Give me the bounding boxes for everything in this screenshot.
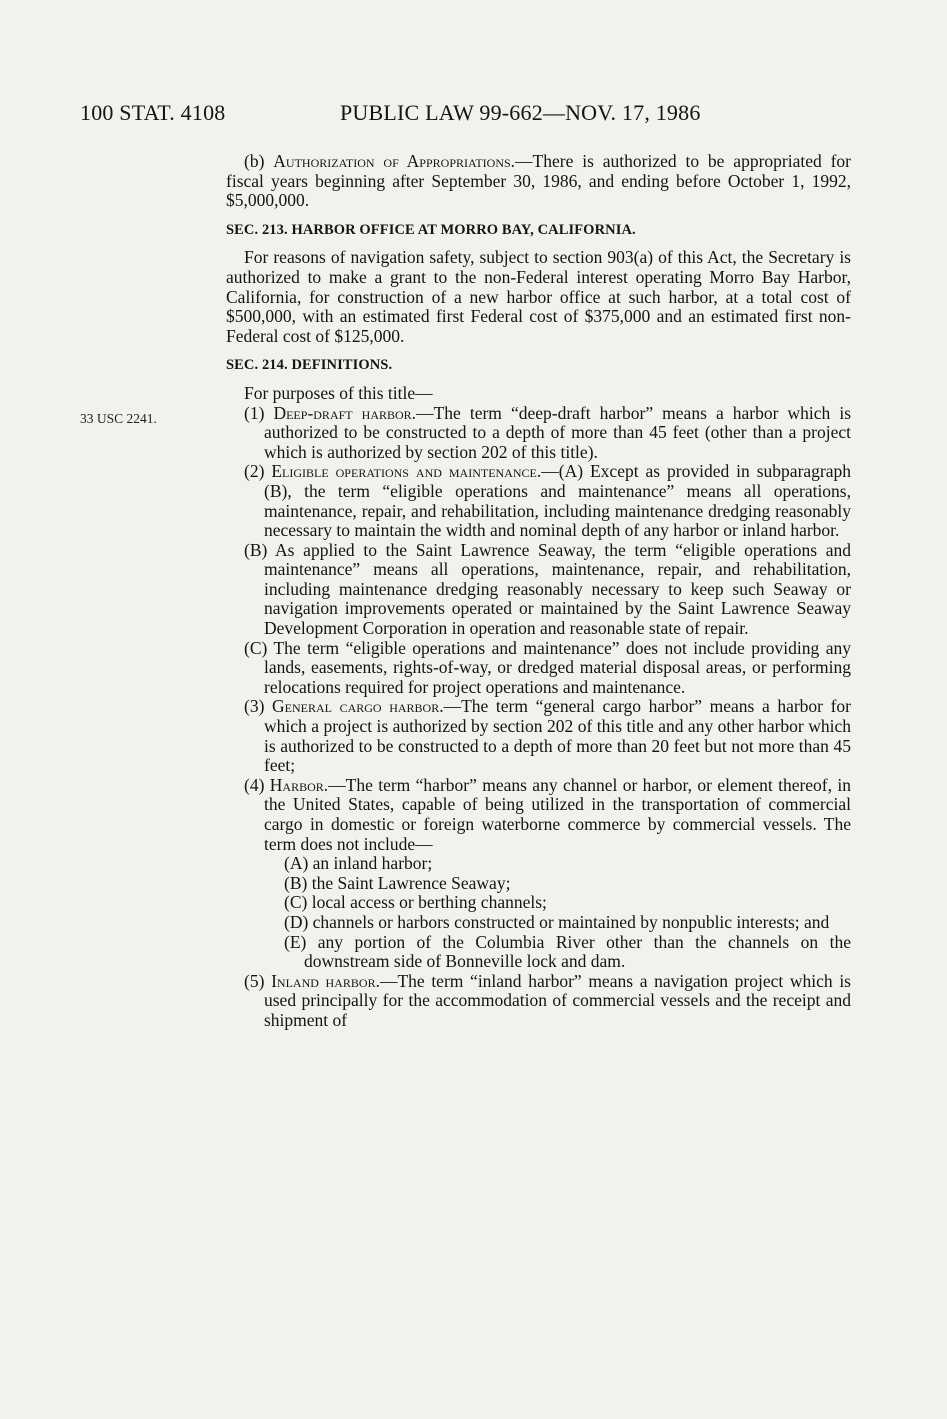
- definition-4c: (C) local access or berthing channels;: [284, 892, 547, 913]
- definition-2-heading: Eligible operations and maintenance.: [271, 461, 542, 482]
- definition-4-heading: Harbor.: [269, 774, 329, 795]
- definition-4: (4) Harbor.—The term “harbor” means any channel or harbor, or element thereof, in the United States, capable of being utilized in the transportation of commercial cargo in domestic or foreign waterborne commerce by commercial vessels. The term does not include—: [244, 774, 851, 854]
- definition-2b: (B) As applied to the Saint Lawrence Seaway, the term “eligible operations and maintenance” means all operations, maintenance, repair, and rehabilitation, including maintenance dredging reasonably necessary to keep such Seaway or navigation improvements operated or maintained by the Saint Lawrence Seaway Development Corporation in operation and reasonable state of repair.: [244, 539, 851, 639]
- definition-1: (1) Deep-draft harbor.—The term “deep-draft harbor” means a harbor which is authorized to be constructed to a depth of more than 45 feet (other than a project which is authorized by section 202 of this title).: [244, 402, 852, 462]
- definition-3: (3) General cargo harbor.—The term “general cargo harbor” means a harbor for which a project is authorized by section 202 of this title and any other harbor which is authorized to be constructed to a depth of more than 20 feet but not more than 45 feet;: [244, 696, 852, 776]
- section-213-heading: SEC. 213. HARBOR OFFICE AT MORRO BAY, CALIFORNIA.: [226, 221, 636, 238]
- document-body: [226, 152, 851, 1031]
- margin-citation: 33 USC 2241.: [80, 411, 157, 426]
- para-b: (b) Authorization of Appropriations.—There is authorized to be appropriated for fiscal years beginning after September 30, 1986, and ending before October 1, 1992, $5,000,000.: [226, 151, 852, 211]
- definition-5-heading: Inland harbor.: [271, 970, 380, 991]
- definition-4a: (A) an inland harbor;: [284, 853, 433, 874]
- page-law-title: PUBLIC LAW 99-662—NOV. 17, 1986: [340, 100, 701, 125]
- definition-4b: (B) the Saint Lawrence Seaway;: [284, 872, 511, 893]
- definition-5: (5) Inland harbor.—The term “inland harbor” means a navigation project which is used principally for the accommodation of commercial vessels and the receipt and shipment of: [244, 970, 851, 1030]
- definition-2c: (C) The term “eligible operations and maintenance” does not include providing any lands, easements, rights-of-way, or dredged material disposal areas, or performing relocations required for project operations and maintenance.: [244, 637, 851, 697]
- definitions-intro: For purposes of this title—: [244, 382, 433, 403]
- section-213-text: For reasons of navigation safety, subject to section 903(a) of this Act, the Secretary is authorized to make a grant to the non-Federal interest operating Morro Bay Harbor, California, for construction of a new harbor office at such harbor, at a total cost of $500,000, with an estimated first Federal cost of $375,000 and an estimated first non-Federal cost of $125,000.: [226, 247, 851, 346]
- definition-4e: (E) any portion of the Columbia River other than the channels on the downstream side of Bonneville lock and dam.: [284, 931, 851, 972]
- section-214-heading: SEC. 214. DEFINITIONS.: [226, 357, 393, 374]
- definition-4d: (D) channels or harbors constructed or maintained by nonpublic interests; and: [284, 911, 830, 932]
- definition-2: (2) Eligible operations and maintenance.—(A) Except as provided in subparagraph (B), the term “eligible operations and maintenance” means all operations, maintenance, repair, and rehabilitation, including maintenance dredging reasonably necessary to maintain the width and nominal depth of any harbor or inland harbor.: [244, 461, 852, 541]
- definition-3-heading: General cargo harbor.: [272, 696, 444, 717]
- para-b-heading: Authorization of Appropriations.: [273, 151, 516, 171]
- page-stat-number: 100 STAT. 4108: [80, 100, 226, 125]
- definition-1-heading: Deep-draft harbor.: [273, 402, 417, 423]
